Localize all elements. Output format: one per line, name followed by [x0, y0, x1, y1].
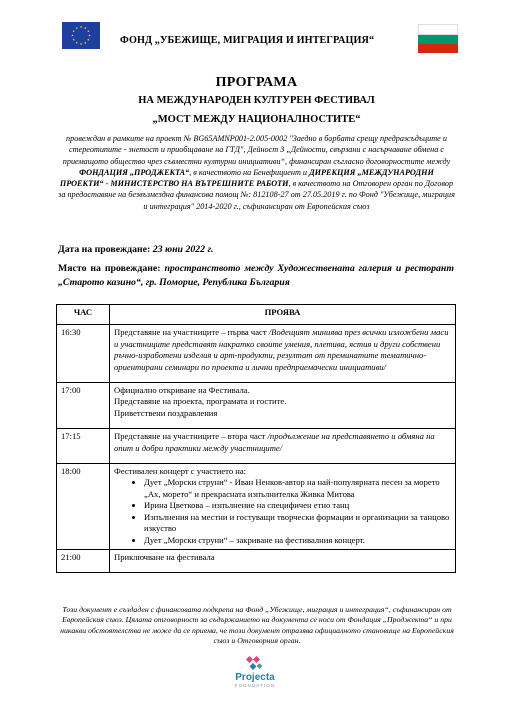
- date-value: 23 юни 2022 г.: [152, 244, 214, 255]
- time-cell: 21:00: [57, 549, 110, 572]
- intro-responsible-body: ДИРЕКЦИЯ „МЕЖДУНАРОДНИ ПРОЕКТИ“ - МИНИСТЕРСТВО НА ВЪТРЕШНИТЕ РАБОТИ: [59, 167, 434, 189]
- table-row: [57, 464, 456, 550]
- column-header-time: ЧАС: [57, 305, 110, 325]
- projecta-mark-icon: [245, 656, 265, 672]
- event-detail: /продължение на представянето и обмяна на опит и добри практики между участниците/: [114, 431, 435, 453]
- table-row: [57, 549, 456, 572]
- eu-flag-icon: [62, 22, 100, 49]
- event-date: [58, 244, 213, 255]
- column-header-event: ПРОЯВА: [110, 305, 456, 325]
- event-cell: [110, 383, 456, 429]
- eu-stars-icon: [62, 22, 100, 49]
- list-item: • Ирина Цветкова – изпълнение на специфичен етно танц: [144, 500, 451, 511]
- logo-subtitle: FOUNDATION: [234, 683, 276, 688]
- org-title: ФОНД „УБЕЖИЩЕ, МИГРАЦИЯ И ИНТЕГРАЦИЯ“: [120, 35, 375, 46]
- table-header-row: [57, 305, 456, 325]
- intro-text-1: провеждан в рамките на проект № BG65AMNP001-2.005-0002 "Заедно в борбата срещу предразсъдъците и стереотипите - знетост и приобщаване на ГТД", Дейност 3 „Дейности, свързани с насърчаване обмена с приемащото общество чрез съвместни културни инициативи“, финансиран съгласно договорностите между: [62, 134, 451, 166]
- time-cell: 17:15: [57, 429, 110, 464]
- table-row: [57, 383, 456, 429]
- flag-stripe-green: [418, 35, 458, 44]
- event-line: Приветствени поздравления: [114, 407, 218, 418]
- intro-beneficiary: ФОНДАЦИЯ „ПРОДЖЕКТА“: [79, 167, 190, 177]
- festival-name: „МОСТ МЕЖДУ НАЦИОНАЛНОСТИТЕ“: [152, 114, 361, 125]
- table-row: [57, 325, 456, 383]
- list-item: • Дует „Морски струни“ - Иван Ненков-автор на най-популярната песен за морето „Ах, морето“ и прекрасната изпълнителка Живка Митова: [144, 477, 451, 500]
- event-cell: [110, 464, 456, 550]
- flag-stripe-white: [418, 24, 458, 35]
- intro-text-2: , в качеството на Бенефициент и: [189, 167, 310, 177]
- schedule-table: [56, 304, 456, 573]
- place-value: пространството между Художествената галерия и ресторант „Старото казино“, гр. Поморие, Република България: [58, 263, 454, 288]
- event-place: [58, 262, 454, 290]
- disclaimer-footer: Този документ е създаден с финансовата подкрепа на Фонд „Убежище, миграция и интеграция“, съфинансиран от Европейския съюз. Цялата отговорност за съдържанието на документа се носи от Фондация „Проджекта“ и при никакви обстоятелства не може да се приема, че този документ отразява официалното становище на Европейския съюз и Отговорния орган.: [60, 605, 454, 645]
- program-subtitle: НА МЕЖДУНАРОДЕН КУЛТУРЕН ФЕСТИВАЛ: [138, 95, 375, 106]
- table-row: [57, 429, 456, 464]
- bulgaria-flag-icon: [418, 24, 458, 51]
- event-cell: [110, 429, 456, 464]
- program-title: ПРОГРАМА: [215, 75, 298, 90]
- performer-list: [114, 477, 451, 545]
- event-line: Представяне на проекта, програмата и гостите.: [114, 396, 287, 407]
- list-item: • Дует „Морски струни“ – закриване на фестивалния концерт.: [144, 535, 451, 546]
- intro-text-3: , в качеството на Отговорен орган по Договор за предоставяне на безвъзмездна финансова помощ №: 812108-27 от 27.05.2019 г. по Фонд "Убежище, миграция и интеграция" 2014-2020 г., съфинансиран от Европейския съюз: [58, 179, 455, 211]
- event-cell: [110, 549, 456, 572]
- event-cell: [110, 325, 456, 383]
- list-item: • Изпълнения на местни и гостуващи творчески формации и организации за танцово изкуство: [144, 512, 451, 535]
- event-line: Официално откриване на Фестивала.: [114, 385, 250, 396]
- place-label: Място на провеждане:: [58, 263, 161, 274]
- event-detail: /Водещият миниява през всички изложбени маси и участниците представят накратко своите умения, плетива, ястия и други собствени ръчно-изработени изделия и арт-продукти, резултат от преминатите тематично-ориентирани семинари по проекта и лични предприемачески инициативи/: [114, 327, 449, 372]
- event-lead: Представяне на участниците – първа част: [114, 327, 269, 338]
- time-cell: 18:00: [57, 464, 110, 550]
- intro-paragraph: [58, 133, 455, 212]
- flag-stripe-red: [418, 44, 458, 53]
- concert-intro: Фестивален концерт с участието на:: [114, 466, 247, 477]
- event-lead: Представяне на участниците – втора част: [114, 431, 268, 442]
- date-label: Дата на провеждане:: [58, 244, 151, 255]
- time-cell: 17:00: [57, 383, 110, 429]
- time-cell: 16:30: [57, 325, 110, 383]
- event-line: Приключване на фестивала: [114, 551, 215, 562]
- projecta-logo: [225, 656, 285, 706]
- logo-name: Projecta: [235, 672, 275, 683]
